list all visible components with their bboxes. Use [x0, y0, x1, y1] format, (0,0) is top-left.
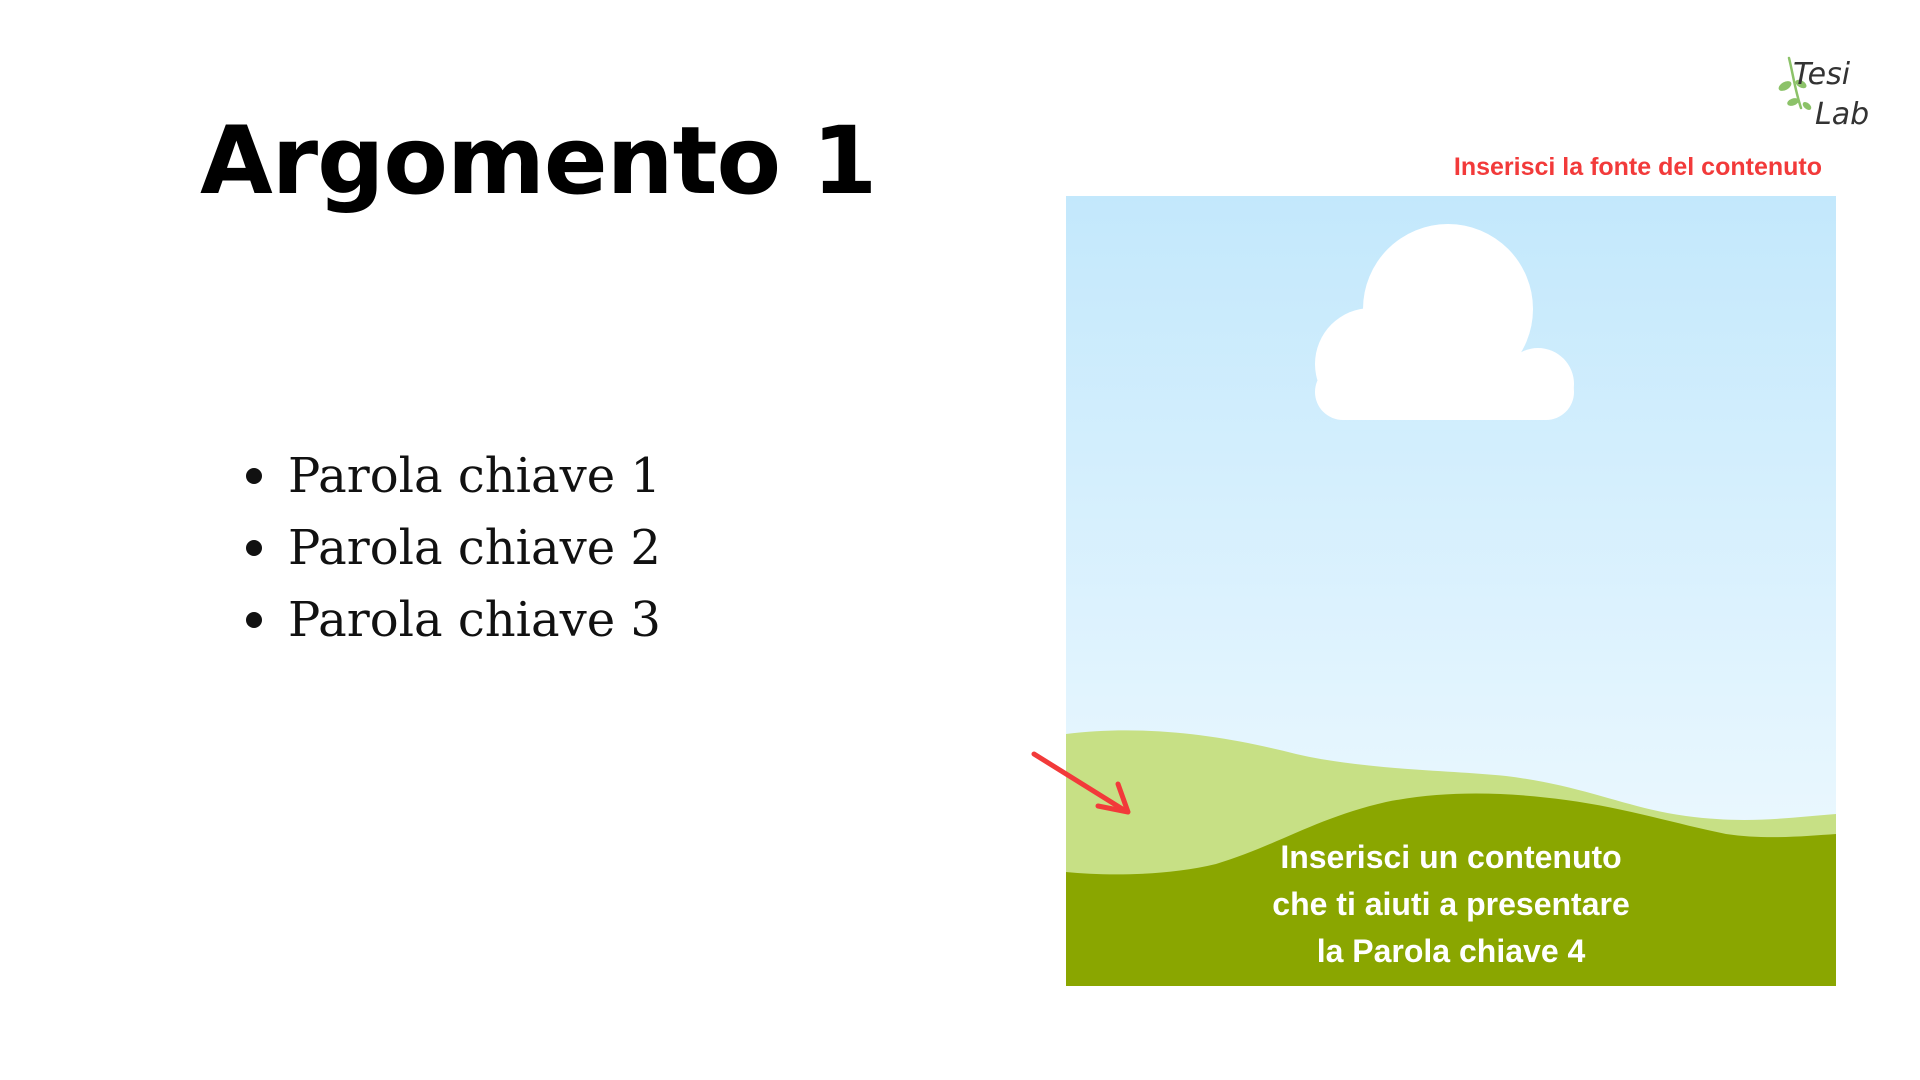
- source-placeholder: Inserisci la fonte del contenuto: [1453, 153, 1822, 181]
- bullet-icon: [246, 540, 262, 556]
- leaf-sprig-icon: [1775, 46, 1885, 136]
- keyword-label: Parola chiave 1: [288, 448, 661, 504]
- keyword-label: Parola chiave 2: [288, 520, 661, 576]
- keyword-list: [238, 440, 661, 656]
- bullet-icon: [246, 612, 262, 628]
- bullet-icon: [246, 468, 262, 484]
- tesilab-logo: [1775, 46, 1885, 136]
- list-item: [238, 512, 661, 584]
- slide-title: Argomento 1: [200, 107, 877, 216]
- keyword-label: Parola chiave 3: [288, 592, 661, 648]
- caption-line: la Parola chiave 4: [1316, 933, 1586, 969]
- list-item: [238, 440, 661, 512]
- image-placeholder[interactable]: [1066, 196, 1836, 986]
- list-item: [238, 584, 661, 656]
- caption-line: che ti aiuti a presentare: [1272, 886, 1630, 922]
- caption-line: Inserisci un contenuto: [1280, 839, 1622, 875]
- logo-line2: Lab: [1815, 97, 1870, 132]
- red-arrow-icon: [1028, 748, 1138, 818]
- image-caption: [1066, 834, 1836, 975]
- logo-line1: Tesi: [1793, 57, 1851, 92]
